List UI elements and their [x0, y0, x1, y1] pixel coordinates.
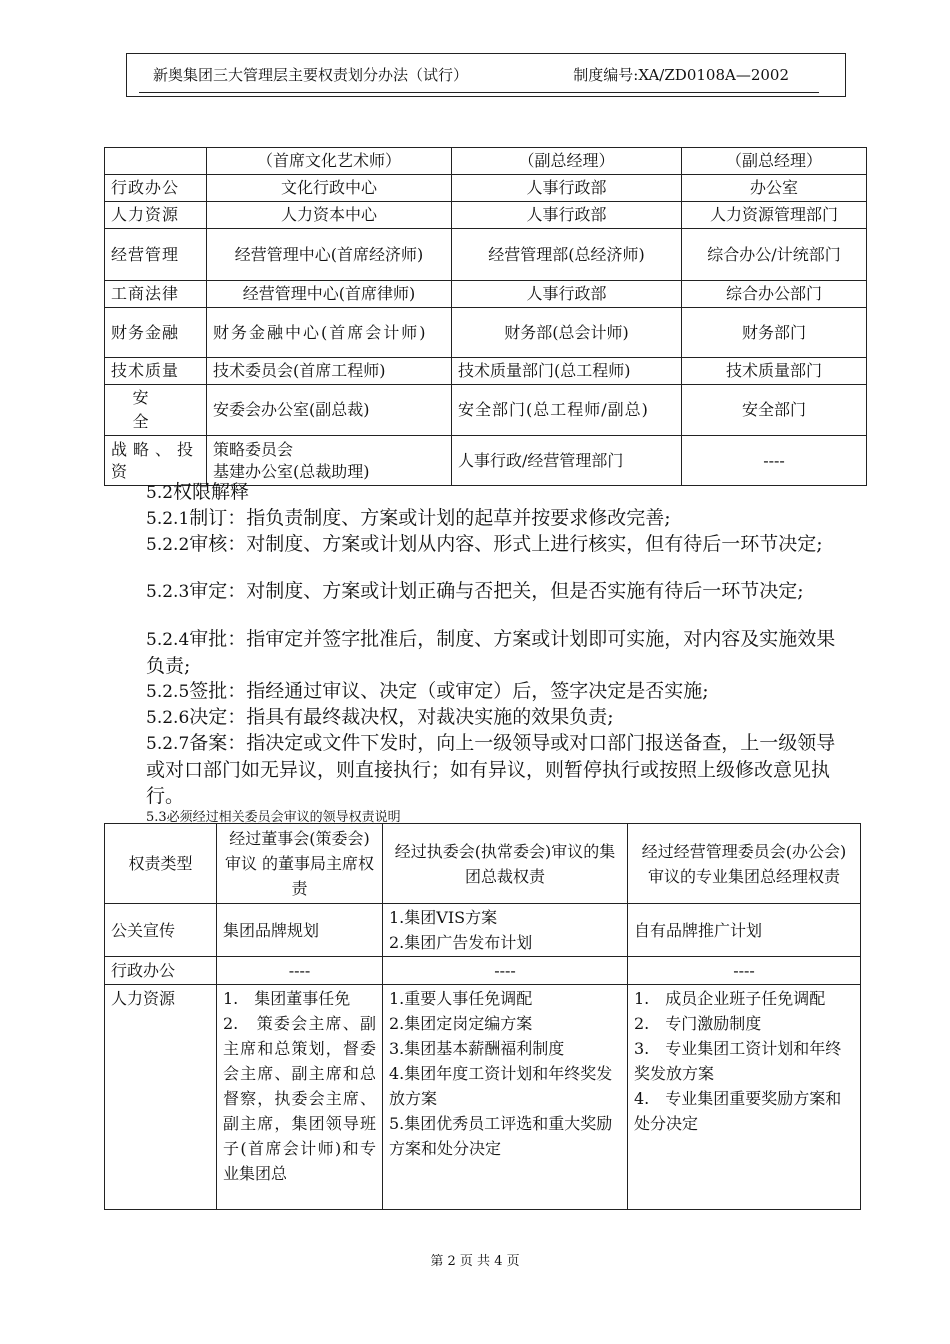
- definition-5-2-4: 5.2.4审批：指审定并签字批准后，制度、方案或计划即可实施，对内容及实施效果负责;: [146, 628, 836, 677]
- table-cell: 综合办公/计统部门: [682, 229, 867, 281]
- definition-5-2-1: 5.2.1制订：指负责制度、方案或计划的起草并按要求修改完善;: [146, 507, 671, 529]
- definition-5-2-3: 5.2.3审定：对制度、方案或计划正确与否把关，但是否实施有待后一环节决定;: [146, 580, 804, 602]
- table-cell: 人事行政部: [452, 281, 682, 308]
- list-item: 4. 专业集团重要奖励方案和处分决定: [634, 1089, 842, 1133]
- row-label: 人力资源: [105, 985, 217, 1210]
- table-cell: 财务部(总会计师): [452, 308, 682, 358]
- list-item: 1. 成员企业班子任免调配: [634, 989, 826, 1008]
- definition-5-2-7: 5.2.7备案：指决定或文件下发时，向上一级领导或对口部门报送备查，上一级领导或对口部门如无异议，则直接执行；如有异议，则暂停执行或按照上级修改意见执行。: [146, 732, 836, 807]
- table-cell: 办公室: [682, 175, 867, 202]
- table-row: [105, 985, 861, 1210]
- table-row: [105, 148, 867, 175]
- definition-5-2-2: 5.2.2审核：对制度、方案或计划从内容、形式上进行核实，但有待后一环节决定;: [146, 533, 823, 555]
- list-item: 1. 集团董事任免: [223, 989, 351, 1008]
- row-label: 人力资源: [105, 202, 207, 229]
- table-cell: 技术质量部门: [682, 358, 867, 385]
- table-cell: （首席文化艺术师）: [207, 148, 452, 175]
- table-cell: 综合办公部门: [682, 281, 867, 308]
- table-row: [105, 358, 867, 385]
- table-cell: 文化行政中心: [207, 175, 452, 202]
- table-cell: [383, 904, 628, 957]
- table-cell: [207, 436, 452, 486]
- table-cell: 安全部门: [682, 385, 867, 436]
- table-cell: [217, 985, 383, 1210]
- table-cell: 人事行政部: [452, 202, 682, 229]
- cell-line: 策略委员会: [213, 439, 294, 459]
- row-label: 行政办公: [105, 957, 217, 985]
- header-rule: [139, 54, 819, 93]
- table-row: [105, 904, 861, 957]
- page-number: 第 2 页 共 4 页: [430, 1254, 520, 1269]
- table-header-cell: 经过经营管理委员会(办公会)审议的专业集团总经理权责: [628, 824, 861, 904]
- table-header-cell: 权责类型: [105, 824, 217, 904]
- list-item: 3. 专业集团工资计划和年终奖发放方案: [634, 1039, 842, 1083]
- row-label: 经营管理: [105, 229, 207, 281]
- table-cell: 财务部门: [682, 308, 867, 358]
- table-row: [105, 175, 867, 202]
- table-row: [105, 229, 867, 281]
- table-header-cell: 经过执委会(执常委会)审议的集团总裁权责: [383, 824, 628, 904]
- table-cell: [105, 148, 207, 175]
- table-cell: ----: [217, 957, 383, 985]
- table-cell: 安全部门(总工程师/副总): [452, 385, 682, 436]
- table-cell: 技术质量部门(总工程师): [452, 358, 682, 385]
- list-item: 2. 策委会主席、副主席和总策划，督委会主席、副主席和总督察，执委会主席、副主席，集团领导班子(首席会计师)和专业集团总: [223, 1014, 376, 1183]
- section-5-3-title: 5.3必须经过相关委员会审议的领导权责说明: [146, 810, 401, 825]
- table-cell: 人事行政/经营管理部门: [452, 436, 682, 486]
- table-cell: 自有品牌推广计划: [628, 904, 861, 957]
- table-cell: ----: [383, 957, 628, 985]
- list-item: 2.集团广告发布计划: [389, 933, 533, 952]
- table-cell: 人事行政部: [452, 175, 682, 202]
- table-row: [105, 308, 867, 358]
- cell-line: 基建办公室(总裁助理): [213, 461, 370, 481]
- table-row: [105, 281, 867, 308]
- table-cell: 财务金融中心(首席会计师): [207, 308, 452, 358]
- table-cell: （副总经理）: [682, 148, 867, 175]
- department-mapping-table: [104, 147, 867, 486]
- row-label: 工商法律: [105, 281, 207, 308]
- list-item: 2.集团定岗定编方案: [389, 1014, 533, 1033]
- list-item: 1.重要人事任免调配: [389, 989, 533, 1008]
- table-cell: 人力资本中心: [207, 202, 452, 229]
- table-cell: 人力资源管理部门: [682, 202, 867, 229]
- table-row: [105, 957, 861, 985]
- document-code: 制度编号:XA/ZD0108A—2002: [573, 66, 789, 84]
- table-row: [105, 824, 861, 904]
- table-cell: ----: [628, 957, 861, 985]
- document-title: 新奥集团三大管理层主要权责划分办法（试行）: [153, 66, 469, 84]
- table-cell: 经营管理中心(首席经济师): [207, 229, 452, 281]
- committee-authority-table: [104, 823, 861, 1210]
- list-item: 2. 专门激励制度: [634, 1014, 762, 1033]
- table-cell: 集团品牌规划: [217, 904, 383, 957]
- row-label: 安全: [105, 385, 207, 436]
- row-label: 公关宣传: [105, 904, 217, 957]
- row-label: 战略、投资: [105, 436, 207, 486]
- document-header: [126, 53, 846, 97]
- list-item: 1.集团VIS方案: [389, 908, 498, 927]
- table-row: [105, 436, 867, 486]
- section-5-2-title: 5.2权限解释: [146, 481, 250, 503]
- table-cell: 安委会办公室(副总裁): [207, 385, 452, 436]
- row-label: 技术质量: [105, 358, 207, 385]
- table-cell: ----: [682, 436, 867, 486]
- row-label: 行政办公: [105, 175, 207, 202]
- table-cell: 技术委员会(首席工程师): [207, 358, 452, 385]
- table-row: [105, 385, 867, 436]
- table-cell: （副总经理）: [452, 148, 682, 175]
- table-cell: 经营管理中心(首席律师): [207, 281, 452, 308]
- table-cell: [628, 985, 861, 1210]
- definition-5-2-6: 5.2.6决定：指具有最终裁决权，对裁决实施的效果负责;: [146, 706, 614, 728]
- definition-5-2-5: 5.2.5签批：指经通过审议、决定（或审定）后，签字决定是否实施;: [146, 680, 709, 702]
- table-cell: [383, 985, 628, 1210]
- list-item: 5.集团优秀员工评选和重大奖励方案和处分决定: [389, 1114, 613, 1158]
- list-item: 3.集团基本薪酬福利制度: [389, 1039, 565, 1058]
- table-header-cell: 经过董事会(策委会)审议 的董事局主席权责: [217, 824, 383, 904]
- list-item: 4.集团年度工资计划和年终奖发放方案: [389, 1064, 613, 1108]
- row-label: 财务金融: [105, 308, 207, 358]
- table-cell: 经营管理部(总经济师): [452, 229, 682, 281]
- table-row: [105, 202, 867, 229]
